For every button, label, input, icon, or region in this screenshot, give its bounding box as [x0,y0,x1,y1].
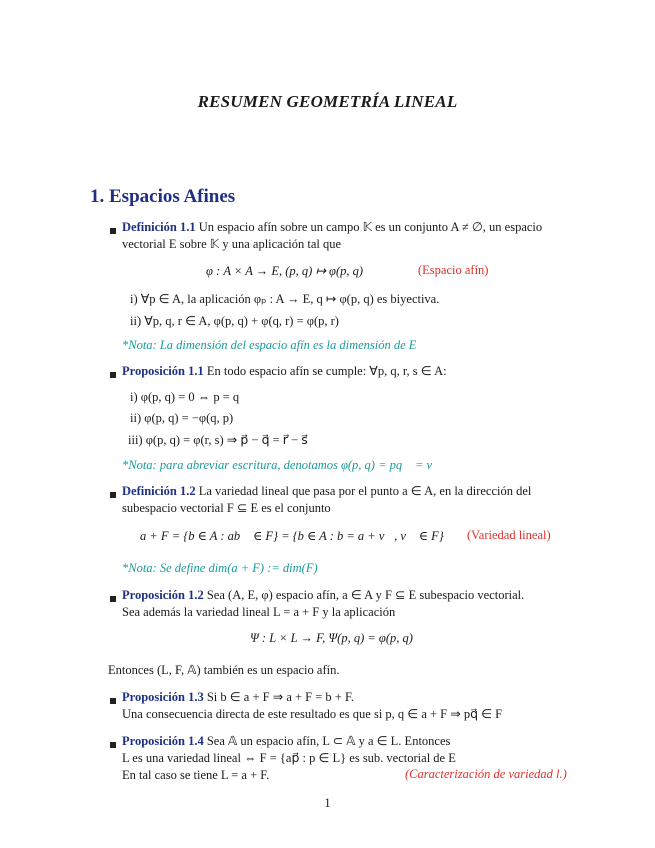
note-text: *Nota: para abreviar escritura, denotamos φ(p, q) = pq⃗ = v⃗ [122,458,442,472]
formula: φ : A × A → E, (p, q) ↦ φ(p, q) [206,264,364,278]
definition-text: La variedad lineal que pasa por el punto a ∈ A, en la dirección del [198,484,532,498]
note-text: *Nota: Se define dim(a + F) := dim(F) [122,561,318,575]
bullet-marker [110,492,116,498]
list-item: i) φ(p, q) = 0 ⇔ p = q [130,390,240,404]
formula: a + F = {b ∈ A : ab⃗ ∈ F} = {b ∈ A : b = a + v⃗, v⃗ ∈ F} [140,529,444,543]
equation-tag: (Espacio afín) [418,263,489,277]
proposition-text: Sea además la variedad lineal L = a + F y la aplicación [122,605,396,619]
proposition-1-3 [122,689,582,723]
bullet-marker [110,698,116,704]
bullet-marker [110,742,116,748]
list-item: ii) ∀p, q, r ∈ A, φ(p, q) + φ(q, r) = φ(p, r) [130,314,339,328]
formula: Ψ : L × L → F, Ψ(p, q) = φ(p, q) [250,631,413,645]
equation-tag: (Variedad lineal) [467,528,551,542]
document-title: RESUMEN GEOMETRÍA LINEAL [197,92,458,111]
paragraph-text: Entonces (L, F, 𝔸) también es un espacio afín. [108,663,340,677]
list-item: iii) φ(p, q) = φ(r, s) ⇒ p⃗ − q⃗ = r⃗ − s⃗ [128,433,308,447]
page-number: 1 [324,796,331,810]
section-heading: 1. Espacios Afines [90,186,236,207]
definition-text: Un espacio afín sobre un campo 𝕂 es un conjunto A ≠ ∅, un espacio [198,220,543,234]
proposition-text: Si b ∈ a + F ⇒ a + F = b + F. [206,690,355,704]
proposition-heading: Proposición 1.4 [122,734,204,748]
definition-1-2 [122,483,582,517]
bullet-marker [110,228,116,234]
proposition-text: En tal caso se tiene L = a + F. [122,768,270,782]
definition-text: subespacio vectorial F ⊆ E es el conjunto [122,501,331,515]
definition-text: vectorial E sobre 𝕂 y una aplicación tal que [122,237,342,251]
equation-tag: (Caracterización de variedad l.) [405,767,567,781]
proposition-text: Sea (A, E, φ) espacio afín, a ∈ A y F ⊆ E subespacio vectorial. [206,588,525,602]
proposition-text: Una consecuencia directa de este resultado es que si p, q ∈ a + F ⇒ pq⃗ ∈ F [122,707,503,721]
proposition-text: En todo espacio afín se cumple: ∀p, q, r, s ∈ A: [206,364,447,378]
proposition-1-2 [122,587,582,621]
bullet-marker [110,372,116,378]
proposition-heading: Proposición 1.3 [122,690,204,704]
list-item: i) ∀p ∈ A, la aplicación φₚ : A → E, q ↦ φ(p, q) es biyectiva. [130,292,440,306]
definition-heading: Definición 1.1 [122,220,196,234]
note-text: *Nota: La dimensión del espacio afín es la dimensión de E [122,338,417,352]
bullet-marker [110,596,116,602]
definition-heading: Definición 1.2 [122,484,196,498]
definition-1-1 [122,219,582,253]
proposition-heading: Proposición 1.2 [122,588,204,602]
proposition-heading: Proposición 1.1 [122,364,204,378]
proposition-text: L es una variedad lineal ⇔ F = {ap⃗ : p ∈ L} es sub. vectorial de E [122,751,456,765]
list-item: ii) φ(p, q) = −φ(q, p) [130,411,234,425]
proposition-text: Sea 𝔸 un espacio afín, L ⊂ 𝔸 y a ∈ L. Entonces [206,734,451,748]
proposition-1-1 [122,363,582,380]
